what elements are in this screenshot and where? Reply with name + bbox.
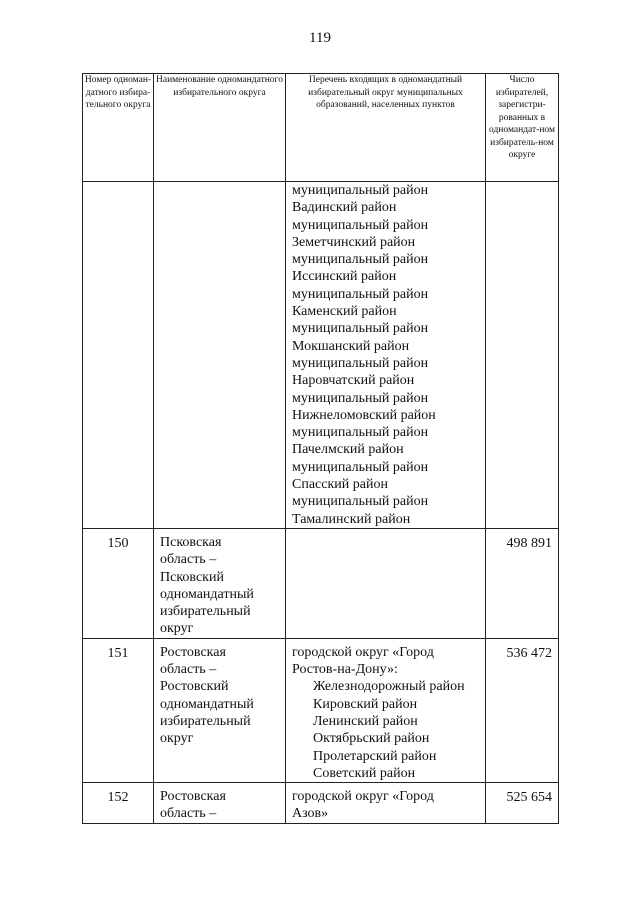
municipality-line: Иссинский район <box>292 269 397 285</box>
municipality-line: Тамалинский район <box>292 511 411 527</box>
district-number-cell: 152 <box>83 783 154 824</box>
district-name-line: избирательный <box>160 604 251 620</box>
voters-count-cell: 536 472 <box>486 638 559 782</box>
electoral-districts-table <box>82 73 559 824</box>
municipality-line: Вадинский район <box>292 200 397 216</box>
municipalities-cell <box>286 528 486 638</box>
municipality-line: Нижнеломовский район <box>292 407 436 423</box>
district-name-line: одномандатный <box>160 696 254 712</box>
district-name-cell <box>154 638 286 782</box>
municipality-line: городской округ «Город <box>292 644 434 660</box>
municipality-line: Азов» <box>292 806 329 822</box>
district-name-line: область – <box>160 806 217 822</box>
municipality-line: городской округ «Город <box>292 789 434 805</box>
municipality-subitem: Пролетарский район <box>313 748 437 764</box>
voters-count-cell: 498 891 <box>486 528 559 638</box>
municipality-subitem: Кировский район <box>313 696 418 712</box>
district-name-line: округ <box>160 621 194 637</box>
municipality-line: муниципальный район <box>292 217 429 233</box>
district-name-line: округ <box>160 731 194 747</box>
municipality-line: муниципальный район <box>292 286 429 302</box>
header-municipalities-list: Перечень входящих в одномандатный избирательный округ муниципальных образований, населенных пунктов <box>286 74 486 182</box>
municipality-line: Спасский район <box>292 477 388 493</box>
district-name-line: Псковский <box>160 569 224 585</box>
table-header-row <box>83 74 559 182</box>
voters-count-cell <box>486 182 559 529</box>
district-name-line: область – <box>160 662 217 678</box>
municipalities-cell <box>286 638 486 782</box>
municipality-line: Каменский район <box>292 304 397 320</box>
page-number: 119 <box>309 30 331 46</box>
district-name-line: Ростовская <box>160 644 226 660</box>
district-name-line: Ростовский <box>160 679 229 695</box>
table-row <box>83 182 559 529</box>
municipality-line: Наровчатский район <box>292 373 415 389</box>
district-name-line: одномандатный <box>160 586 254 602</box>
municipality-line: Земетчинский район <box>292 234 416 250</box>
district-name-line: избирательный <box>160 713 251 729</box>
district-number-cell <box>83 182 154 529</box>
municipalities-cell <box>286 182 486 529</box>
municipality-line: муниципальный район <box>292 459 429 475</box>
district-name-cell <box>154 528 286 638</box>
district-number-cell: 150 <box>83 528 154 638</box>
table-row <box>83 783 559 824</box>
district-name-line: область – <box>160 552 217 568</box>
table-row <box>83 528 559 638</box>
municipality-line: муниципальный район <box>292 425 429 441</box>
district-name-cell <box>154 182 286 529</box>
municipality-line: муниципальный район <box>292 390 429 406</box>
municipality-line: Ростов-на-Дону»: <box>292 662 398 678</box>
municipality-line: муниципальный район <box>292 494 429 510</box>
municipalities-cell <box>286 783 486 824</box>
municipality-line: муниципальный район <box>292 321 429 337</box>
table-row <box>83 638 559 782</box>
municipality-subitem: Октябрьский район <box>313 731 430 747</box>
municipality-line: Пачелмский район <box>292 442 404 458</box>
municipality-line: муниципальный район <box>292 252 429 268</box>
district-name-line: Ростовская <box>160 789 226 805</box>
district-number-cell: 151 <box>83 638 154 782</box>
municipality-subitem: Ленинский район <box>313 713 418 729</box>
header-voters-count: Число избирателей, зарегистри-рованных в одномандат-ном избиратель-ном округе <box>486 74 559 182</box>
district-name-cell <box>154 783 286 824</box>
header-district-name: Наименование одномандатного избирательного округа <box>154 74 286 182</box>
district-name-line: Псковская <box>160 534 222 550</box>
voters-count-cell: 525 654 <box>486 783 559 824</box>
header-district-number: Номер одноман-датного избира-тельного округа <box>83 74 154 182</box>
municipality-line: муниципальный район <box>292 183 429 198</box>
municipality-line: муниципальный район <box>292 355 429 371</box>
municipality-subitem: Железнодорожный район <box>313 679 465 695</box>
municipality-subitem: Советский район <box>313 765 416 781</box>
municipality-line: Мокшанский район <box>292 338 410 354</box>
